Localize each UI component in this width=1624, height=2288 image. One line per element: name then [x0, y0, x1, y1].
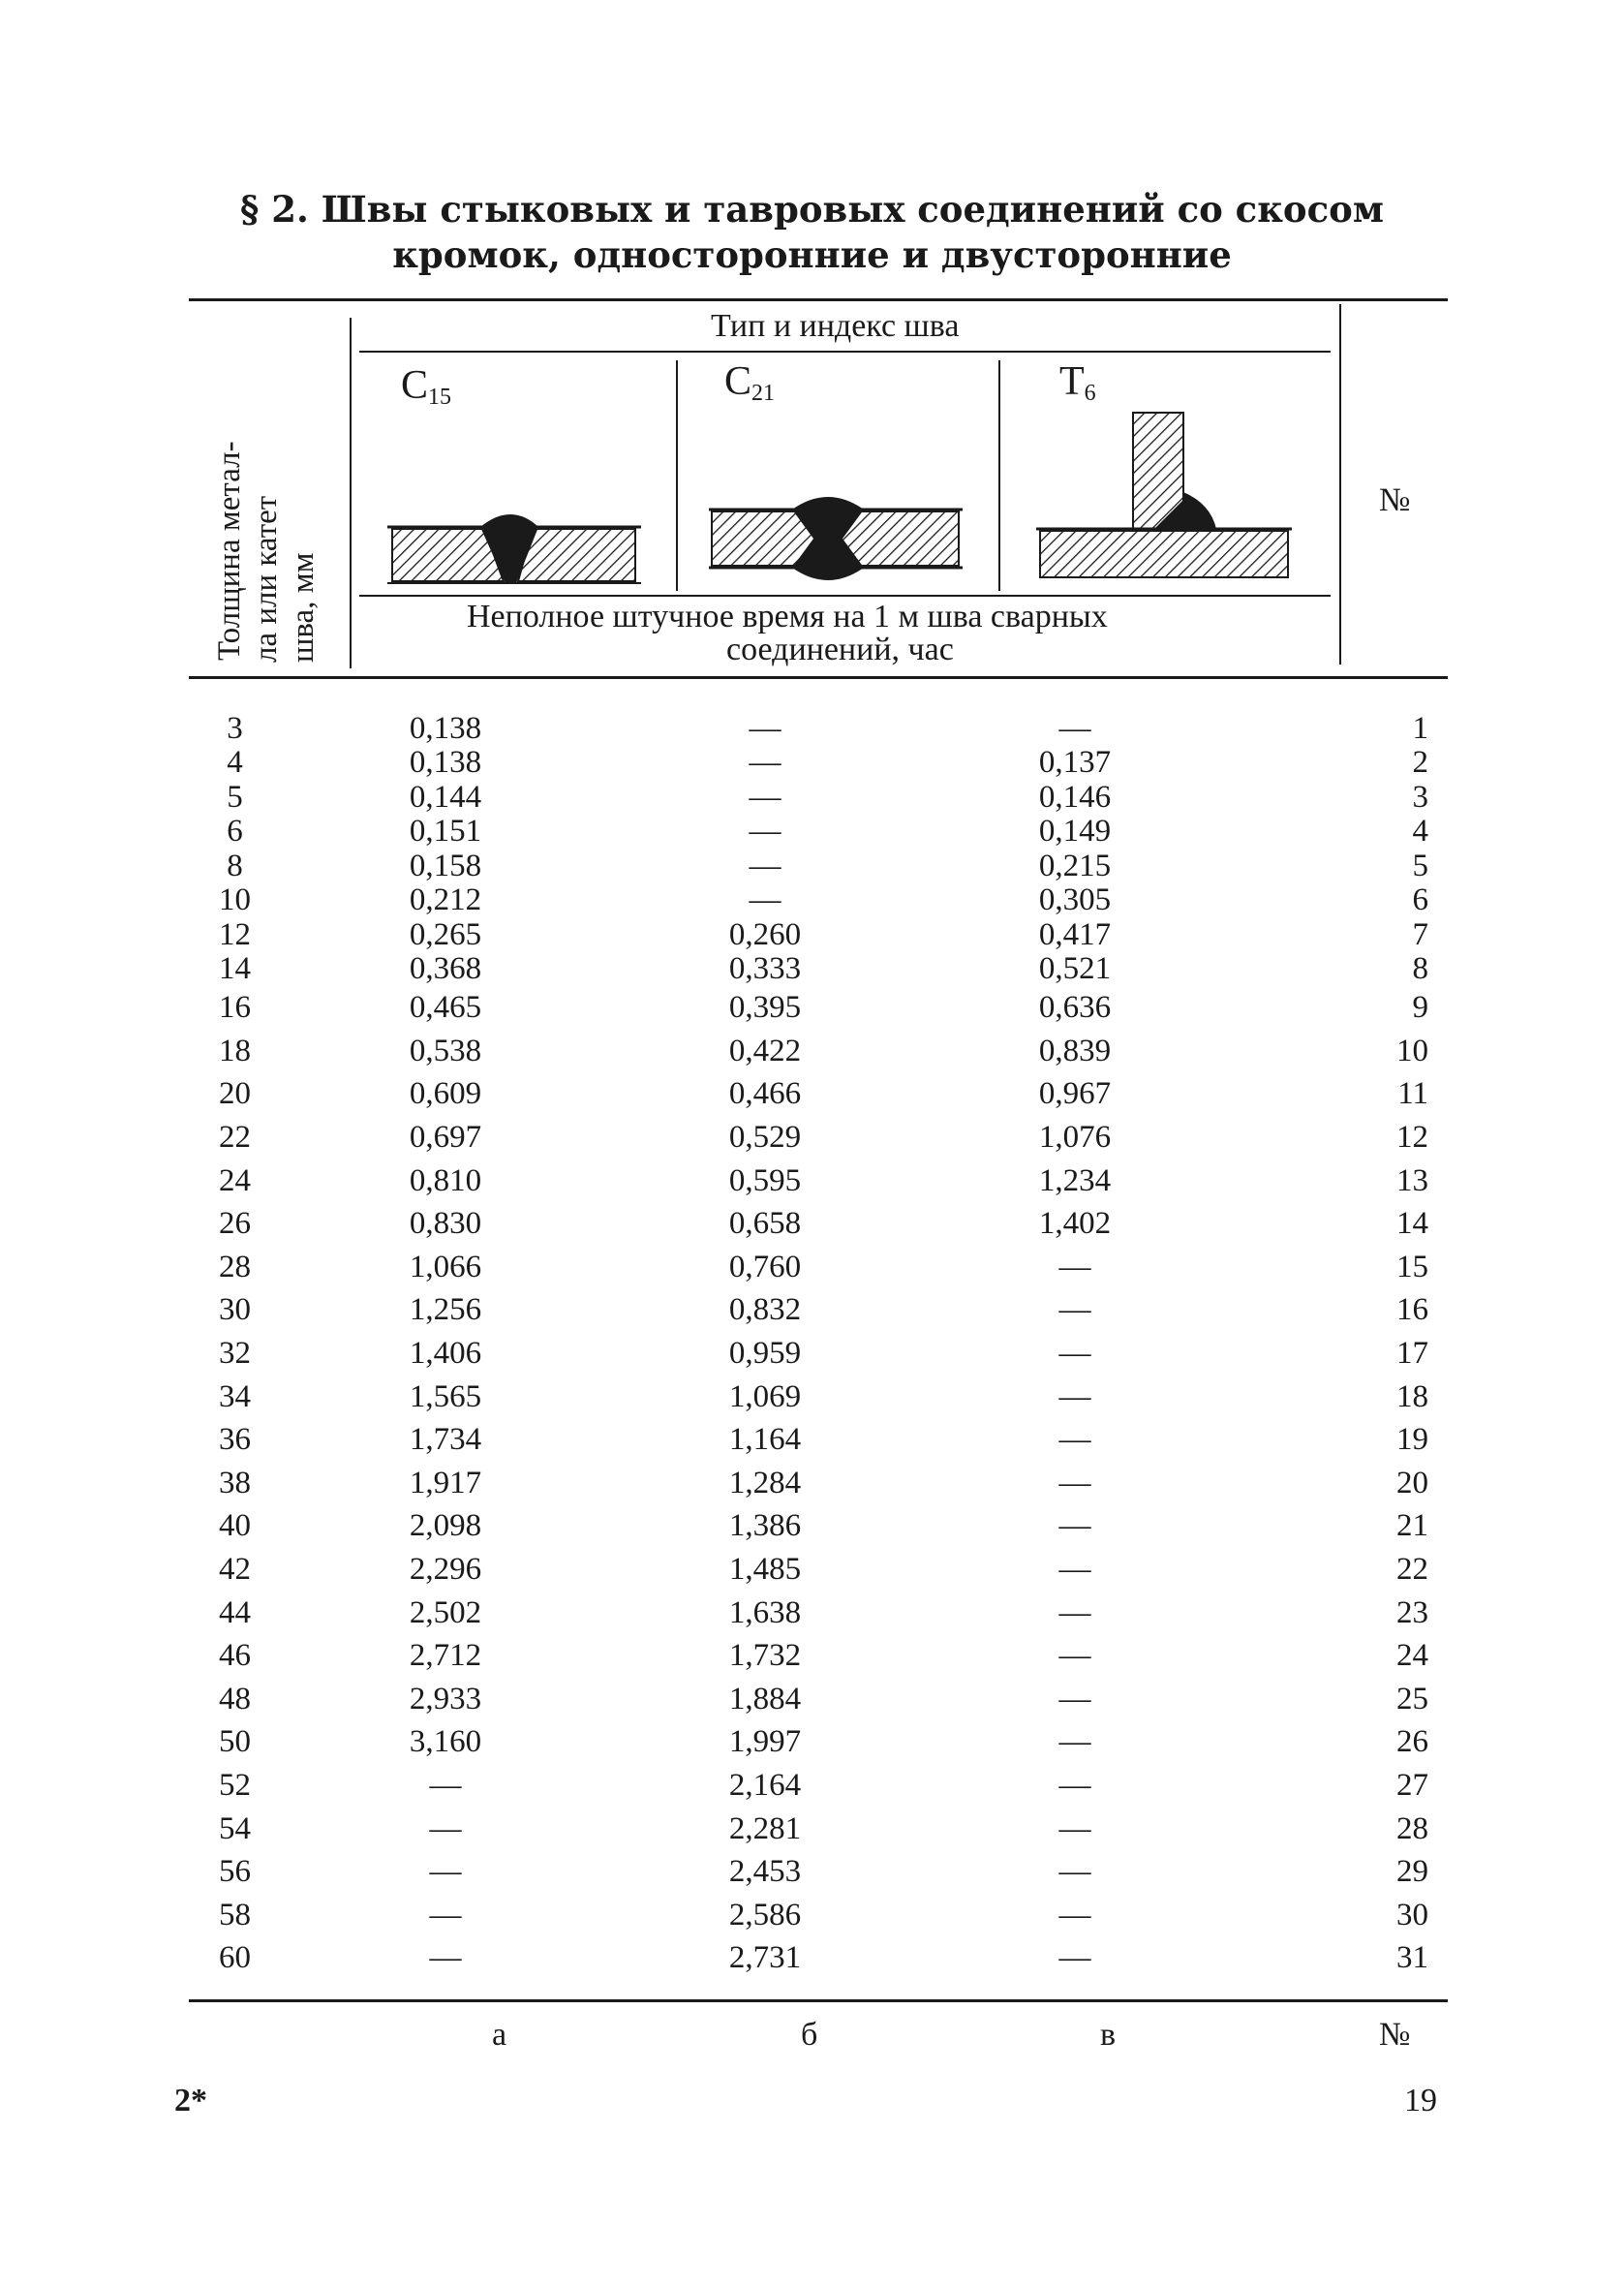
thickness-cell: 5 [227, 779, 243, 815]
value-c-cell: — [1058, 1940, 1091, 1976]
column-label-c: в [1100, 2017, 1117, 2053]
time-label-line1: Неполное штучное время на 1 м шва сварных [467, 599, 1108, 634]
thickness-cell: 48 [219, 1681, 251, 1716]
table-row [189, 1548, 1438, 1592]
table-row [189, 1936, 1438, 1980]
value-c-cell: 0,215 [1038, 848, 1112, 883]
value-c-cell: 0,305 [1038, 882, 1112, 918]
header-left-divider [350, 318, 352, 668]
value-a-cell: 1,256 [409, 1292, 482, 1328]
value-b-cell: 1,284 [728, 1465, 802, 1500]
value-a-cell: 3,160 [409, 1724, 482, 1760]
header-right-divider [1339, 304, 1341, 665]
thickness-cell: 50 [219, 1724, 251, 1760]
thickness-cell: 12 [219, 916, 251, 952]
value-b-cell: — [749, 779, 781, 815]
value-a-cell: 1,917 [409, 1465, 482, 1500]
table-bottom-rule [189, 1999, 1448, 2002]
thickness-cell: 16 [219, 990, 251, 1026]
row-number-cell: 27 [1396, 1767, 1428, 1803]
value-b-cell: 0,760 [728, 1249, 802, 1284]
value-c-cell: — [1058, 1508, 1091, 1544]
value-b-cell: 1,069 [728, 1378, 802, 1414]
value-b-cell: 0,832 [728, 1292, 802, 1328]
value-b-cell: 2,731 [728, 1940, 802, 1976]
row-number-cell: 11 [1397, 1076, 1428, 1112]
row-number-cell: 1 [1412, 710, 1428, 746]
value-a-cell: 0,830 [409, 1206, 482, 1242]
value-a-cell: — [429, 1810, 462, 1846]
value-a-cell: 0,609 [409, 1076, 482, 1112]
value-b-cell: 0,466 [728, 1076, 802, 1112]
row-number-cell: 17 [1396, 1336, 1428, 1372]
table-row [189, 1893, 1438, 1936]
table-row [189, 1678, 1438, 1721]
type-index-t6: $T_6$ [1059, 359, 1096, 406]
value-b-cell: 1,638 [728, 1594, 802, 1630]
value-b-cell: — [749, 848, 781, 883]
value-c-cell: — [1058, 1767, 1091, 1803]
value-c-cell: 0,521 [1038, 951, 1112, 987]
value-b-cell: 1,732 [728, 1638, 802, 1674]
value-b-cell: — [749, 745, 781, 781]
value-a-cell: 0,144 [409, 779, 482, 815]
double-sided-butt-weld-icon [707, 490, 968, 587]
table-row [189, 1246, 1438, 1289]
type-label-underline [359, 351, 1331, 353]
table-row [189, 1288, 1438, 1332]
value-a-cell: 2,296 [409, 1552, 482, 1588]
thickness-cell: 24 [219, 1162, 251, 1198]
value-b-cell: — [749, 814, 781, 850]
table-row [189, 1591, 1438, 1634]
thickness-cell: 28 [219, 1249, 251, 1284]
value-a-cell: 0,212 [409, 882, 482, 918]
thickness-cell: 26 [219, 1206, 251, 1242]
type-divider-1 [676, 360, 678, 591]
signature-mark: 2* [174, 2083, 207, 2118]
thickness-cell: 38 [219, 1465, 251, 1500]
value-b-cell: 2,164 [728, 1767, 802, 1803]
value-b-cell: 0,529 [728, 1120, 802, 1156]
thickness-header-line3: шва, мм [286, 552, 321, 663]
thickness-cell: 46 [219, 1638, 251, 1674]
row-number-cell: 6 [1412, 882, 1428, 918]
thickness-cell: 4 [227, 745, 243, 781]
page-number: 19 [1404, 2083, 1437, 2118]
value-a-cell: 2,712 [409, 1638, 482, 1674]
thickness-cell: 18 [219, 1033, 251, 1068]
value-c-cell: 0,839 [1038, 1033, 1112, 1068]
value-c-cell: 1,402 [1038, 1206, 1112, 1242]
thickness-cell: 56 [219, 1854, 251, 1890]
value-a-cell: 1,565 [409, 1378, 482, 1414]
value-b-cell: 0,658 [728, 1206, 802, 1242]
table-row [189, 1072, 1438, 1116]
value-a-cell: — [429, 1854, 462, 1890]
row-number-cell: 10 [1396, 1033, 1428, 1068]
table-row [189, 1116, 1438, 1159]
value-c-cell: — [1058, 1681, 1091, 1716]
value-c-cell: 0,137 [1038, 745, 1112, 781]
table-row [189, 1030, 1438, 1073]
table-row [189, 849, 1438, 883]
value-c-cell: 0,967 [1038, 1076, 1112, 1112]
column-label-a: а [492, 2017, 507, 2053]
value-a-cell: 1,066 [409, 1249, 482, 1284]
value-b-cell: 1,164 [728, 1422, 802, 1458]
row-number-cell: 18 [1396, 1378, 1428, 1414]
row-number-cell: 8 [1412, 951, 1428, 987]
row-number-cell: 15 [1396, 1249, 1428, 1284]
time-label-overline [359, 595, 1331, 597]
row-number-cell: 29 [1396, 1854, 1428, 1890]
row-number-cell: 24 [1396, 1638, 1428, 1674]
row-number-cell: 16 [1396, 1292, 1428, 1328]
value-c-cell: — [1058, 1292, 1091, 1328]
row-number-cell: 30 [1396, 1897, 1428, 1932]
thickness-cell: 40 [219, 1508, 251, 1544]
value-c-cell: — [1058, 1422, 1091, 1458]
value-a-cell: 0,138 [409, 745, 482, 781]
single-sided-butt-weld-icon [387, 506, 649, 593]
table-top-rule [189, 298, 1448, 301]
row-number-cell: 3 [1412, 779, 1428, 815]
value-b-cell: 0,595 [728, 1162, 802, 1198]
type-index-c21: $C_{21}$ [724, 359, 776, 406]
thickness-cell: 20 [219, 1076, 251, 1112]
value-c-cell: 0,149 [1038, 814, 1112, 850]
table-row [189, 986, 1438, 1030]
value-b-cell: — [749, 882, 781, 918]
value-c-cell: — [1058, 1854, 1091, 1890]
thickness-cell: 58 [219, 1897, 251, 1932]
table-row [189, 1634, 1438, 1678]
thickness-cell: 44 [219, 1594, 251, 1630]
value-a-cell: 0,138 [409, 710, 482, 746]
number-col-header: № [1379, 482, 1411, 518]
section-title-line1: § 2. Швы стыковых и тавровых соединений со скосом [240, 188, 1384, 231]
table-row [189, 1807, 1438, 1850]
value-a-cell: 0,151 [409, 814, 482, 850]
value-b-cell: 0,395 [728, 990, 802, 1026]
value-a-cell: 0,538 [409, 1033, 482, 1068]
row-number-cell: 26 [1396, 1724, 1428, 1760]
table-row [189, 1418, 1438, 1462]
value-a-cell: 2,933 [409, 1681, 482, 1716]
value-a-cell: 0,265 [409, 916, 482, 952]
value-a-cell: — [429, 1767, 462, 1803]
row-number-cell: 14 [1396, 1206, 1428, 1242]
row-number-cell: 21 [1396, 1508, 1428, 1544]
value-a-cell: — [429, 1940, 462, 1976]
value-c-cell: 1,234 [1038, 1162, 1112, 1198]
value-b-cell: 0,959 [728, 1336, 802, 1372]
table-row [189, 883, 1438, 918]
type-index-c15: $C_{15}$ [401, 363, 452, 410]
row-number-cell: 9 [1412, 990, 1428, 1026]
table-row [189, 1332, 1438, 1376]
row-number-cell: 23 [1396, 1594, 1428, 1630]
thickness-cell: 52 [219, 1767, 251, 1803]
header-bottom-rule [189, 676, 1448, 679]
thickness-cell: 36 [219, 1422, 251, 1458]
thickness-header-line1: Толщина метал- [212, 441, 247, 661]
table-row [189, 1764, 1438, 1808]
row-number-cell: 19 [1396, 1422, 1428, 1458]
table-row [189, 917, 1438, 952]
value-b-cell: 1,884 [728, 1681, 802, 1716]
value-b-cell: 2,586 [728, 1897, 802, 1932]
value-c-cell: — [1058, 1594, 1091, 1630]
value-a-cell: 0,368 [409, 951, 482, 987]
value-b-cell: — [749, 710, 781, 746]
row-number-cell: 22 [1396, 1552, 1428, 1588]
value-b-cell: 0,422 [728, 1033, 802, 1068]
value-c-cell: — [1058, 1897, 1091, 1932]
time-label-line2: соединений, час [726, 632, 954, 667]
row-number-cell: 5 [1412, 848, 1428, 883]
table-row [189, 1850, 1438, 1894]
row-number-cell: 4 [1412, 814, 1428, 850]
table-row [189, 815, 1438, 850]
value-c-cell: — [1058, 1249, 1091, 1284]
value-c-cell: — [1058, 1810, 1091, 1846]
thickness-cell: 32 [219, 1336, 251, 1372]
value-c-cell: — [1058, 710, 1091, 746]
value-b-cell: 1,386 [728, 1508, 802, 1544]
value-a-cell: 0,697 [409, 1120, 482, 1156]
data-table [189, 711, 1438, 1980]
table-row [189, 1159, 1438, 1202]
thickness-cell: 6 [227, 814, 243, 850]
value-c-cell: 0,636 [1038, 990, 1112, 1026]
value-b-cell: 2,453 [728, 1854, 802, 1890]
row-number-cell: 31 [1396, 1940, 1428, 1976]
value-a-cell: — [429, 1897, 462, 1932]
thickness-cell: 60 [219, 1940, 251, 1976]
type-divider-2 [998, 360, 1000, 591]
table-row [189, 780, 1438, 815]
value-b-cell: 2,281 [728, 1810, 802, 1846]
table-row [189, 711, 1438, 746]
table-row [189, 1202, 1438, 1246]
thickness-cell: 10 [219, 882, 251, 918]
table-row [189, 1375, 1438, 1418]
type-index-label: Тип и индекс шва [711, 308, 960, 344]
value-c-cell: 0,417 [1038, 916, 1112, 952]
value-c-cell: — [1058, 1465, 1091, 1500]
row-number-cell: 25 [1396, 1681, 1428, 1716]
thickness-cell: 42 [219, 1552, 251, 1588]
value-c-cell: — [1058, 1336, 1091, 1372]
row-number-cell: 7 [1412, 916, 1428, 952]
value-c-cell: — [1058, 1724, 1091, 1760]
value-c-cell: 0,146 [1038, 779, 1112, 815]
value-b-cell: 1,997 [728, 1724, 802, 1760]
thickness-cell: 34 [219, 1378, 251, 1414]
row-number-cell: 12 [1396, 1120, 1428, 1156]
table-row [189, 1462, 1438, 1505]
thickness-cell: 22 [219, 1120, 251, 1156]
value-a-cell: 0,465 [409, 990, 482, 1026]
row-number-cell: 28 [1396, 1810, 1428, 1846]
column-label-number: № [1379, 2017, 1411, 2053]
value-a-cell: 1,406 [409, 1336, 482, 1372]
thickness-cell: 30 [219, 1292, 251, 1328]
value-a-cell: 0,810 [409, 1162, 482, 1198]
thickness-cell: 8 [227, 848, 243, 883]
value-b-cell: 0,260 [728, 916, 802, 952]
value-b-cell: 1,485 [728, 1552, 802, 1588]
value-c-cell: — [1058, 1552, 1091, 1588]
value-c-cell: — [1058, 1378, 1091, 1414]
table-row [189, 1720, 1438, 1764]
value-a-cell: 2,502 [409, 1594, 482, 1630]
table-row [189, 746, 1438, 781]
value-c-cell: — [1058, 1638, 1091, 1674]
thickness-cell: 3 [227, 710, 243, 746]
row-number-cell: 2 [1412, 745, 1428, 781]
row-number-cell: 13 [1396, 1162, 1428, 1198]
tee-joint-weld-icon [1026, 407, 1298, 581]
section-title-line2: кромок, односторонние и двусторонние [392, 233, 1232, 276]
value-a-cell: 2,098 [409, 1508, 482, 1544]
value-b-cell: 0,333 [728, 951, 802, 987]
value-a-cell: 1,734 [409, 1422, 482, 1458]
table-row [189, 952, 1438, 987]
thickness-cell: 54 [219, 1810, 251, 1846]
row-number-cell: 20 [1396, 1465, 1428, 1500]
thickness-header-line2: ла или катет [249, 495, 284, 663]
value-c-cell: 1,076 [1038, 1120, 1112, 1156]
column-label-b: б [801, 2017, 818, 2053]
thickness-cell: 14 [219, 951, 251, 987]
table-row [189, 1504, 1438, 1548]
value-a-cell: 0,158 [409, 848, 482, 883]
